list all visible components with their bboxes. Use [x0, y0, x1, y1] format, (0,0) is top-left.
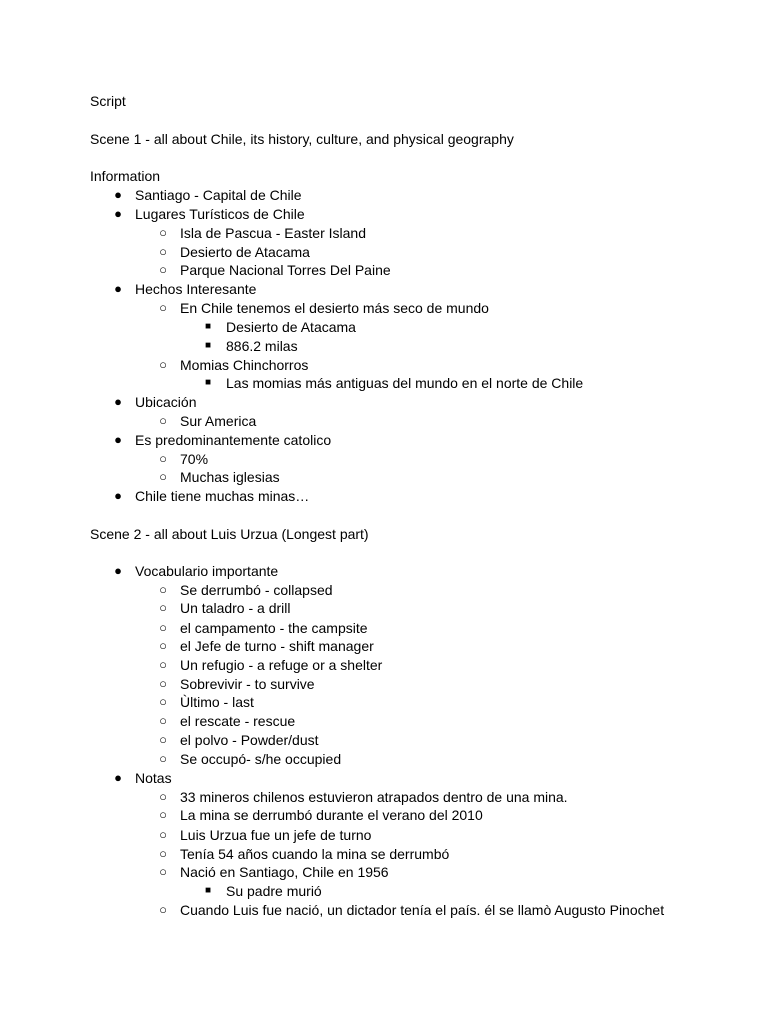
list-item: Vocabulario importante — [135, 563, 279, 579]
bullet-disc-icon: ● — [114, 770, 122, 785]
list-item: En Chile tenemos el desierto más seco de mundo — [180, 300, 489, 316]
list-item: Isla de Pascua - Easter Island — [180, 225, 366, 241]
bullet-square-icon: ■ — [204, 377, 212, 388]
list-item: 70% — [180, 451, 209, 467]
list-item: Su padre murió — [226, 883, 322, 899]
list-item: Santiago - Capital de Chile — [135, 187, 302, 203]
bullet-circle-icon: ○ — [159, 864, 167, 879]
list-item: Chile tiene muchas minas… — [135, 488, 310, 504]
bullet-circle-icon: ○ — [159, 582, 167, 597]
bullet-circle-icon: ○ — [159, 846, 167, 861]
bullet-circle-icon: ○ — [159, 676, 167, 691]
bullet-circle-icon: ○ — [159, 300, 167, 315]
bullet-square-icon: ■ — [204, 885, 212, 896]
scene-2-heading: Scene 2 - all about Luis Urzua (Longest part) — [90, 526, 369, 542]
bullet-disc-icon: ● — [114, 187, 122, 202]
list-item: Parque Nacional Torres Del Paine — [180, 262, 391, 278]
bullet-circle-icon: ○ — [159, 469, 167, 484]
list-item: Tenía 54 años cuando la mina se derrumbó — [180, 846, 450, 862]
list-item: Hechos Interesante — [135, 281, 257, 297]
list-item: 886.2 milas — [226, 338, 298, 354]
list-item: Luis Urzua fue un jefe de turno — [180, 827, 372, 843]
bullet-disc-icon: ● — [114, 563, 122, 578]
bullet-circle-icon: ○ — [159, 225, 167, 240]
bullet-circle-icon: ○ — [159, 807, 167, 822]
information-heading: Information — [90, 168, 161, 184]
list-item: Un refugio - a refuge or a shelter — [180, 657, 383, 673]
bullet-disc-icon: ● — [114, 394, 122, 409]
list-item: Un taladro - a drill — [180, 600, 291, 616]
bullet-disc-icon: ● — [114, 281, 122, 296]
list-item: 33 mineros chilenos estuvieron atrapados dentro de una mina. — [180, 789, 568, 805]
bullet-circle-icon: ○ — [159, 638, 167, 653]
bullet-circle-icon: ○ — [159, 620, 167, 635]
list-item: Es predominantemente catolico — [135, 432, 332, 448]
list-item: el Jefe de turno - shift manager — [180, 638, 374, 654]
list-item: Ùltimo - last — [180, 694, 254, 710]
bullet-circle-icon: ○ — [159, 413, 167, 428]
list-item: Notas — [135, 770, 172, 786]
bullet-circle-icon: ○ — [159, 244, 167, 259]
bullet-circle-icon: ○ — [159, 694, 167, 709]
bullet-disc-icon: ● — [114, 488, 122, 503]
bullet-circle-icon: ○ — [159, 600, 167, 615]
bullet-circle-icon: ○ — [159, 451, 167, 466]
list-item: Se occupó- s/he occupied — [180, 751, 342, 767]
list-item: Momias Chinchorros — [180, 357, 309, 373]
scene-1-heading: Scene 1 - all about Chile, its history, culture, and physical geography — [90, 131, 514, 147]
list-item: Ubicación — [135, 394, 197, 410]
list-item: Las momias más antiguas del mundo en el norte de Chile — [226, 375, 584, 391]
bullet-circle-icon: ○ — [159, 657, 167, 672]
list-item: Desierto de Atacama — [226, 319, 356, 335]
list-item: Se derrumbó - collapsed — [180, 582, 333, 598]
list-item: Nació en Santiago, Chile en 1956 — [180, 864, 389, 880]
bullet-circle-icon: ○ — [159, 751, 167, 766]
list-item: Muchas iglesias — [180, 469, 280, 485]
bullet-circle-icon: ○ — [159, 827, 167, 842]
list-item: el rescate - rescue — [180, 713, 296, 729]
list-item: el polvo - Powder/dust — [180, 732, 319, 748]
bullet-circle-icon: ○ — [159, 713, 167, 728]
bullet-circle-icon: ○ — [159, 357, 167, 372]
list-item: La mina se derrumbó durante el verano del 2010 — [180, 807, 483, 823]
document-title: Script — [90, 93, 126, 109]
bullet-circle-icon: ○ — [159, 732, 167, 747]
list-item: Lugares Turísticos de Chile — [135, 206, 305, 222]
bullet-disc-icon: ● — [114, 432, 122, 447]
list-item: el campamento - the campsite — [180, 620, 368, 636]
bullet-circle-icon: ○ — [159, 789, 167, 804]
list-item: Desierto de Atacama — [180, 244, 310, 260]
bullet-circle-icon: ○ — [159, 262, 167, 277]
list-item: Sobrevivir - to survive — [180, 676, 315, 692]
list-item: Sur America — [180, 413, 257, 429]
list-item: Cuando Luis fue nació, un dictador tenía el país. él se llamò Augusto Pinochet — [180, 902, 665, 918]
bullet-disc-icon: ● — [114, 206, 122, 221]
bullet-circle-icon: ○ — [159, 902, 167, 917]
bullet-square-icon: ■ — [204, 340, 212, 351]
bullet-square-icon: ■ — [204, 321, 212, 332]
